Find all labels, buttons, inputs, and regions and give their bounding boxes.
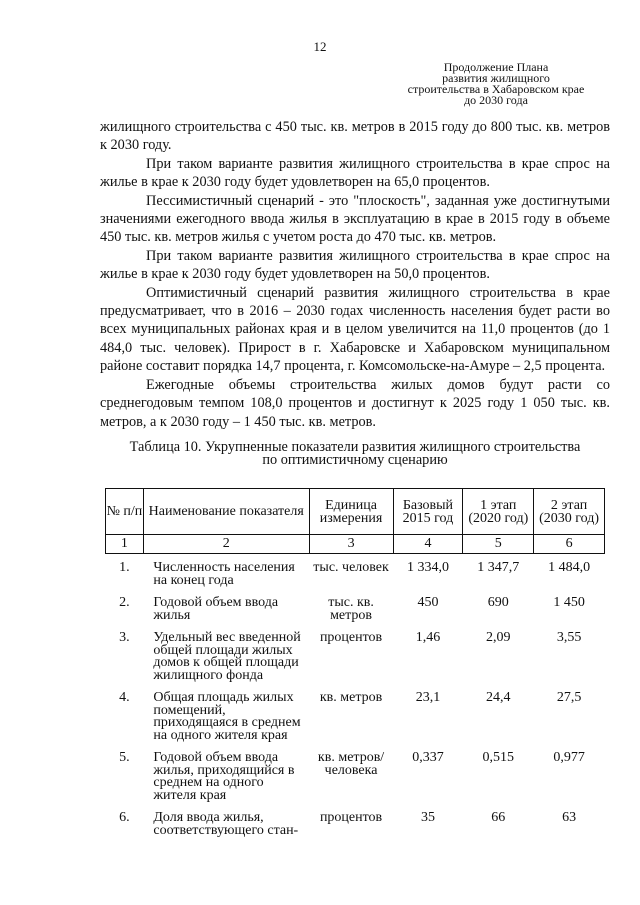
paragraph: При таком варианте развития жилищного строительства в крае спрос на жилье в крае к 2030 году будет удовлетворен на 50,0 процентов. — [100, 247, 610, 283]
column-number: 4 — [393, 535, 463, 554]
column-number: 3 — [309, 535, 393, 554]
indicator-name: Доля ввода жилья, соответствующего стан- — [153, 810, 299, 838]
unit: процентов — [319, 630, 383, 645]
value-base-2015: 450 — [417, 595, 439, 610]
body-text — [100, 118, 610, 431]
value-stage-1: 1 347,7 — [477, 560, 520, 575]
continuation-line: до 2030 года — [464, 93, 528, 107]
unit: тыс. человек — [313, 560, 389, 575]
table-row — [106, 632, 605, 692]
table-row — [106, 597, 605, 632]
column-number: 5 — [463, 535, 534, 554]
paragraph: жилищного строительства с 450 тыс. кв. метров в 2015 году до 800 тыс. кв. метров к 2030 году. — [100, 119, 610, 154]
column-header: 2 этап (2030 год) — [534, 489, 605, 535]
paragraph: Ежегодные объемы строительства жилых домов будут расти со среднегодовым темпом 108,0 процентов и достигнут к 2025 году 1 050 тыс. кв. метров, а к 2030 году – 1 450 тыс. кв. метров. — [100, 376, 610, 430]
indicators-table — [105, 488, 605, 847]
continuation-line: развития жилищного — [442, 71, 550, 85]
value-stage-2: 0,977 — [553, 750, 585, 765]
column-header: Единица измерения — [309, 489, 393, 535]
paragraph: При таком варианте развития жилищного строительства в крае спрос на жилье в крае к 2030 году будет удовлетворен на 65,0 процентов. — [100, 155, 610, 191]
table-row — [106, 554, 605, 598]
indicator-name: Численность населения на конец года — [153, 560, 295, 588]
row-number: 1. — [119, 560, 130, 575]
value-stage-2: 3,55 — [556, 630, 582, 645]
table-caption-line: по оптимистичному сценарию — [262, 452, 448, 468]
page-number: 12 — [313, 39, 327, 54]
value-stage-2: 1 450 — [553, 595, 585, 610]
column-header: Базовый 2015 год — [393, 489, 463, 535]
value-base-2015: 1 334,0 — [406, 560, 449, 575]
row-number: 4. — [119, 690, 130, 705]
column-header: Наименование показателя — [143, 489, 309, 535]
value-stage-1: 690 — [487, 595, 509, 610]
value-stage-2: 63 — [562, 810, 577, 825]
continuation-line: строительства в Хабаровском крае — [407, 82, 585, 96]
continuation-note — [386, 62, 606, 106]
row-number: 2. — [119, 595, 130, 610]
table-caption-line: Таблица 10. Укрупненные показатели развития жилищного строительства — [129, 439, 581, 455]
value-base-2015: 35 — [420, 810, 435, 825]
column-header: № п/п — [106, 489, 144, 535]
indicator-name: Удельный вес введенной общей площади жилых домов к общей площади жилищного фонда — [153, 630, 301, 683]
value-stage-1: 2,09 — [486, 630, 511, 645]
table-row — [106, 812, 605, 847]
value-stage-2: 1 484,0 — [548, 560, 591, 575]
indicator-name: Общая площадь жилых помещений, приходящаяся в среднем на одного жителя края — [153, 690, 301, 743]
table-row — [106, 692, 605, 752]
column-number: 1 — [106, 535, 144, 554]
row-number: 6. — [119, 810, 130, 825]
column-number: 6 — [534, 535, 605, 554]
table-row — [106, 752, 605, 812]
unit: процентов — [319, 810, 383, 825]
row-number: 3. — [119, 630, 130, 645]
column-header: 1 этап (2020 год) — [463, 489, 534, 535]
table-caption — [100, 441, 610, 467]
row-number: 5. — [119, 750, 130, 765]
table-column-number-row — [106, 535, 605, 554]
unit: кв. метров/ человека — [317, 750, 385, 778]
value-base-2015: 0,337 — [412, 750, 444, 765]
value-stage-2: 27,5 — [556, 690, 582, 705]
unit: кв. метров — [319, 690, 383, 705]
indicator-name: Годовой объем ввода жилья — [153, 595, 279, 623]
indicator-name: Годовой объем ввода жилья, приходящийся в среднем на одного жителя края — [153, 750, 295, 803]
table-header-row — [106, 489, 605, 535]
paragraph: Оптимистичный сценарий развития жилищного строительства в крае предусматривает, что в 2016 – 2030 годах численность населения будет расти во всех муниципальных районах края и в целом увеличится на 11,0 процентов (до 1 484,0 тыс. человек). Прирост в г. Хабаровске и Хабаровском муниципальном районе составит порядка 14,7 процента, г. Комсомольске-на-Амуре – 2,5 процента. — [100, 284, 610, 375]
paragraph: Пессимистичный сценарий - это "плоскость", заданная уже достигнутыми значениями ежегодного ввода жилья в эксплуатацию в крае в 2015 году в объеме 450 тыс. кв. метров жилья с учетом роста до 470 тыс. кв. метров. — [100, 192, 610, 246]
column-number: 2 — [143, 535, 309, 554]
value-base-2015: 23,1 — [415, 690, 441, 705]
value-stage-1: 0,515 — [482, 750, 515, 765]
value-base-2015: 1,46 — [415, 630, 441, 645]
value-stage-1: 66 — [491, 810, 506, 825]
continuation-line: Продолжение Плана — [443, 60, 549, 74]
unit: тыс. кв. метров — [328, 595, 374, 623]
value-stage-1: 24,4 — [486, 690, 511, 705]
